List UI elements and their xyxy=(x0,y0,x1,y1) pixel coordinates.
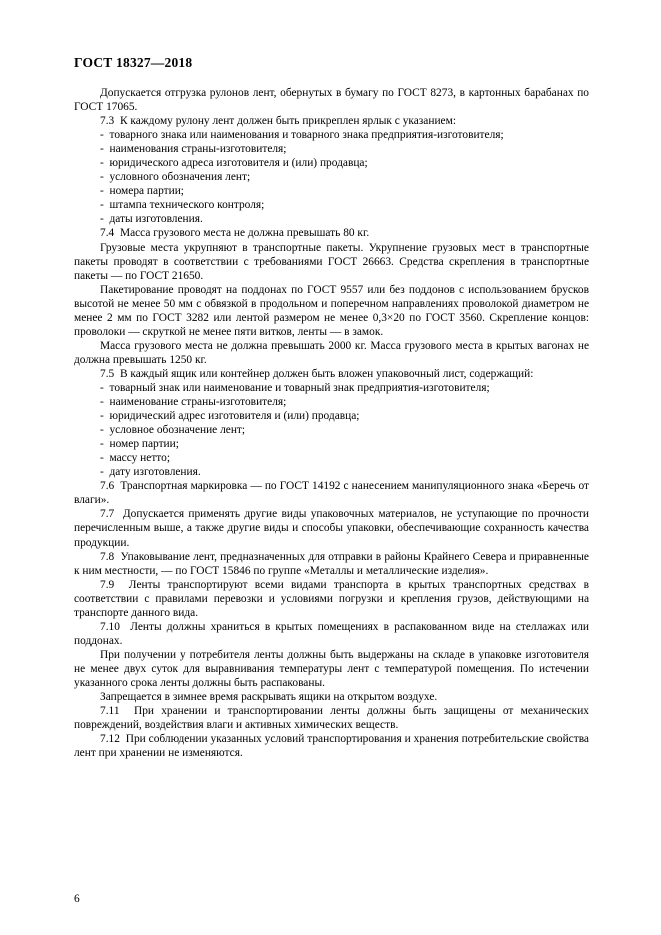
paragraph: Масса грузового места не должна превышать 2000 кг. Масса грузового места в крытых вагонах не должна превышать 1250 кг. xyxy=(74,339,589,366)
clause-text: При соблюдении указанных условий транспортирования и хранения потребительские свойства лент при хранении не изменяются. xyxy=(74,733,589,760)
clause-number: 7.4 xyxy=(100,227,115,240)
list-item xyxy=(74,381,589,395)
paragraph: При получении у потребителя ленты должны быть выдержаны на складе в упаковке изготовителя не менее двух суток для выравнивания температуры лент с температурой помещения. По истечении указанного срока ленты должны быть распакованы. xyxy=(74,648,589,689)
list-item-text: - даты изготовления. xyxy=(100,213,203,226)
paragraph: Пакетирование проводят на поддонах по ГОСТ 9557 или без поддонов с использованием брусков высотой не менее 50 мм с обвязкой в продольном и поперечном направлениях проволокой диаметром не менее 2 мм по ГОСТ 3282 или лентой размером не менее 0,3×20 по ГОСТ 3560. Скрепление концов: проволоки — скруткой не менее пяти витков, ленты — в замок. xyxy=(74,283,589,338)
list-item-text: - условное обозначение лент; xyxy=(100,424,246,437)
numbered-paragraph xyxy=(74,704,589,732)
numbered-paragraph xyxy=(74,479,589,507)
numbered-paragraph xyxy=(74,620,589,648)
clause-number: 7.9 xyxy=(100,578,115,591)
list-item-text: - дату изготовления. xyxy=(100,466,201,479)
clause-text: Допускается применять другие виды упаковочных материалов, не уступающие по прочности перечисленным выше, а также другие виды и способы упаковки, обеспечивающие сохранность качества продукции. xyxy=(74,508,589,549)
clause-text: При хранении и транспортировании ленты должны быть защищены от механических повреждений, воздействия влаги и активных химических веществ. xyxy=(74,705,589,732)
clause-text: Ленты транспортируют всеми видами транспорта в крытых транспортных средствах в соответствии с правилами перевозки и условиями погрузки и крепления грузов, действующими на транспорте данного вида. xyxy=(74,578,589,619)
numbered-paragraph xyxy=(74,550,589,578)
page-header: ГОСТ 18327—2018 xyxy=(74,55,193,70)
list-item-text: - массу нетто; xyxy=(100,452,170,465)
list-item-text: - юридический адрес изготовителя и (или) продавца; xyxy=(100,410,360,423)
numbered-paragraph xyxy=(74,367,589,381)
numbered-paragraph xyxy=(74,226,589,240)
numbered-paragraph xyxy=(74,507,589,549)
list-item xyxy=(74,156,589,170)
clause-text: К каждому рулону лент должен быть прикреплен ярлык с указанием: xyxy=(114,115,456,128)
paragraph: Грузовые места укрупняют в транспортные пакеты. Укрупнение грузовых мест в транспортные пакеты проводят в соответствии с требованиями ГОСТ 26663. Средства скрепления в транспортные пакеты — по ГОСТ 21650. xyxy=(74,241,589,282)
list-item-text: - товарного знака или наименования и товарного знака предприятия-изготовителя; xyxy=(100,129,504,142)
clause-number: 7.10 xyxy=(100,620,120,633)
clause-number: 7.6 xyxy=(100,480,115,493)
clause-number: 7.8 xyxy=(100,550,115,563)
clause-number: 7.5 xyxy=(100,367,115,380)
list-item xyxy=(74,212,589,226)
paragraph: Допускается отгрузка рулонов лент, обернутых в бумагу по ГОСТ 8273, в картонных барабанах по ГОСТ 17065. xyxy=(74,87,589,114)
list-item xyxy=(74,451,589,465)
clause-text: Ленты должны храниться в крытых помещениях в распакованном виде на стеллажах или поддонах. xyxy=(74,620,589,647)
clause-number: 7.3 xyxy=(100,115,115,128)
list-item xyxy=(74,142,589,156)
page-number: 6 xyxy=(74,893,80,905)
clause-text: Транспортная маркировка — по ГОСТ 14192 с нанесением манипуляционного знака «Беречь от влаги». xyxy=(74,480,589,507)
list-item xyxy=(74,198,589,212)
clause-number: 7.12 xyxy=(100,733,120,746)
numbered-paragraph xyxy=(74,578,589,620)
clause-text: Масса грузового места не должна превышать 80 кг. xyxy=(114,227,370,240)
numbered-paragraph xyxy=(74,732,589,760)
list-item xyxy=(74,128,589,142)
list-item-text: - номер партии; xyxy=(100,438,179,451)
numbered-paragraph xyxy=(74,114,589,128)
list-item xyxy=(74,184,589,198)
clause-text: Упаковывание лент, предназначенных для отправки в районы Крайнего Севера и приравненные к ним местности, — по ГОСТ 15846 по группе «Металлы и металлические изделия». xyxy=(74,550,589,577)
list-item xyxy=(74,437,589,451)
list-item xyxy=(74,409,589,423)
list-item xyxy=(74,395,589,409)
list-item-text: - товарный знак или наименование и товарный знак предприятия-изготовителя; xyxy=(100,381,490,394)
list-item-text: - условного обозначения лент; xyxy=(100,171,251,184)
list-item-text: - номера партии; xyxy=(100,185,184,198)
list-item xyxy=(74,465,589,479)
list-item-text: - штампа технического контроля; xyxy=(100,199,265,212)
clause-number: 7.11 xyxy=(100,705,120,718)
document-body xyxy=(74,86,589,760)
list-item-text: - наименования страны-изготовителя; xyxy=(100,143,287,156)
list-item xyxy=(74,170,589,184)
paragraph: Запрещается в зимнее время раскрывать ящики на открытом воздухе. xyxy=(100,691,438,704)
clause-number: 7.7 xyxy=(100,508,115,521)
clause-text: В каждый ящик или контейнер должен быть вложен упаковочный лист, содержащий: xyxy=(114,367,534,380)
list-item-text: - наименование страны-изготовителя; xyxy=(100,396,287,409)
list-item xyxy=(74,423,589,437)
list-item-text: - юридического адреса изготовителя и (или) продавца; xyxy=(100,157,368,170)
